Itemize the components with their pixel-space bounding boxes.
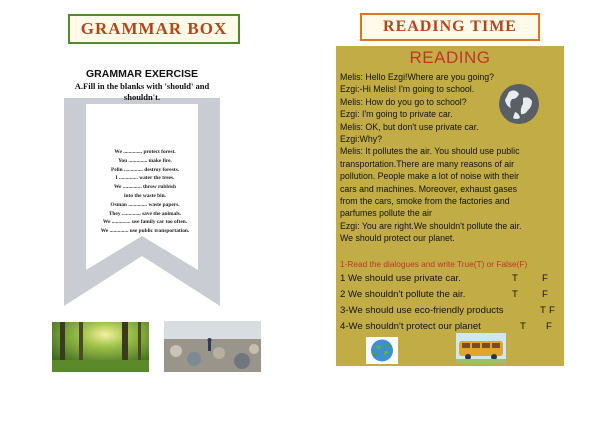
dialogue-line: cars and machines. Moreover, exhaust gases bbox=[340, 183, 518, 194]
grammar-box-title: GRAMMAR BOX bbox=[68, 14, 240, 44]
dialogue-line: from the cars, smoke from the factories and bbox=[340, 196, 510, 207]
dialogue-line: parfumes pollute the air bbox=[340, 208, 432, 219]
grammar-sentence: I .............. water the trees. bbox=[115, 175, 175, 182]
statement-text: 4-We shouldn't protect our planet bbox=[340, 321, 481, 332]
statement-text: 1 We should use private car. bbox=[340, 273, 461, 284]
forest-photo bbox=[52, 322, 149, 372]
grammar-sentence: We .............. use public transportation. bbox=[100, 228, 190, 235]
true-false-item bbox=[340, 319, 564, 335]
true-option[interactable]: T bbox=[512, 273, 518, 284]
dialogue-line: Melis: Hello Ezgi!Where are you going? bbox=[340, 72, 495, 82]
dialogue-line: transportation.There are many reasons of air bbox=[340, 158, 515, 169]
false-option[interactable]: F bbox=[546, 321, 552, 332]
true-option[interactable]: T bbox=[540, 305, 546, 316]
grammar-sentence: You .............. make fire. bbox=[118, 157, 172, 164]
grammar-sentence: Osman .............. waste papers. bbox=[110, 201, 180, 208]
true-option[interactable]: T bbox=[520, 321, 526, 332]
grammar-sentence: into the waste bin. bbox=[124, 192, 166, 199]
dialogue-line: pollution. People make a lot of noise with their bbox=[340, 171, 519, 182]
reading-heading: READING bbox=[409, 48, 491, 67]
grammar-instruction: A.Fill in the blanks with 'should' and shouldn't. bbox=[74, 81, 210, 102]
statement-text: 2 We shouldn't pollute the air. bbox=[340, 289, 466, 300]
statement-text: 3-We should use eco-friendly products bbox=[340, 305, 504, 316]
grammar-sentence: We .............. protect forest. bbox=[114, 149, 176, 155]
true-false-instruction: 1-Read the dialogues and write True(T) or False(F) bbox=[340, 259, 528, 269]
dialogue-line: Ezgi:Why? bbox=[340, 134, 383, 145]
grammar-sentence-list bbox=[92, 148, 198, 236]
true-false-item bbox=[340, 303, 564, 319]
grammar-exercise-heading: GRAMMAR EXERCISE bbox=[85, 68, 198, 80]
dialogue-line: Ezgi: You are right.We shouldn't pollute the air. bbox=[340, 220, 522, 231]
false-option[interactable]: F bbox=[542, 273, 548, 284]
recycle-globe-icon bbox=[366, 337, 398, 364]
waste-dump-photo bbox=[164, 321, 261, 372]
dialogue-line: Ezgi:-Hi Melis! I'm going to school. bbox=[340, 84, 475, 95]
true-false-list bbox=[340, 271, 564, 335]
dialogue-line: We should protect our planet. bbox=[340, 233, 455, 244]
bus-icon bbox=[456, 333, 506, 363]
grammar-sentence: We .............. use family car too often. bbox=[102, 219, 188, 226]
grammar-sentence: They .............. save the animals. bbox=[108, 210, 182, 217]
dialogue-line: Melis: It pollutes the air. You should use public bbox=[340, 146, 520, 157]
true-false-item bbox=[340, 287, 564, 303]
false-option[interactable]: F bbox=[542, 289, 548, 300]
dialogue-line: Melis: How do you go to school? bbox=[340, 96, 467, 107]
dialogue-line: Ezgi: I'm going to private car. bbox=[340, 109, 453, 120]
true-option[interactable]: T bbox=[512, 289, 518, 300]
dialogue-line: Melis: OK, but don't use private car. bbox=[340, 121, 479, 132]
false-option[interactable]: F bbox=[549, 305, 555, 316]
true-false-item bbox=[340, 271, 564, 287]
grammar-sentence: Pelin .............. destroy forests. bbox=[110, 166, 180, 173]
grammar-sentence: We .............. throw rubbish bbox=[113, 184, 177, 191]
earth-globe-icon bbox=[497, 82, 541, 126]
reading-time-title: READING TIME bbox=[360, 13, 540, 41]
